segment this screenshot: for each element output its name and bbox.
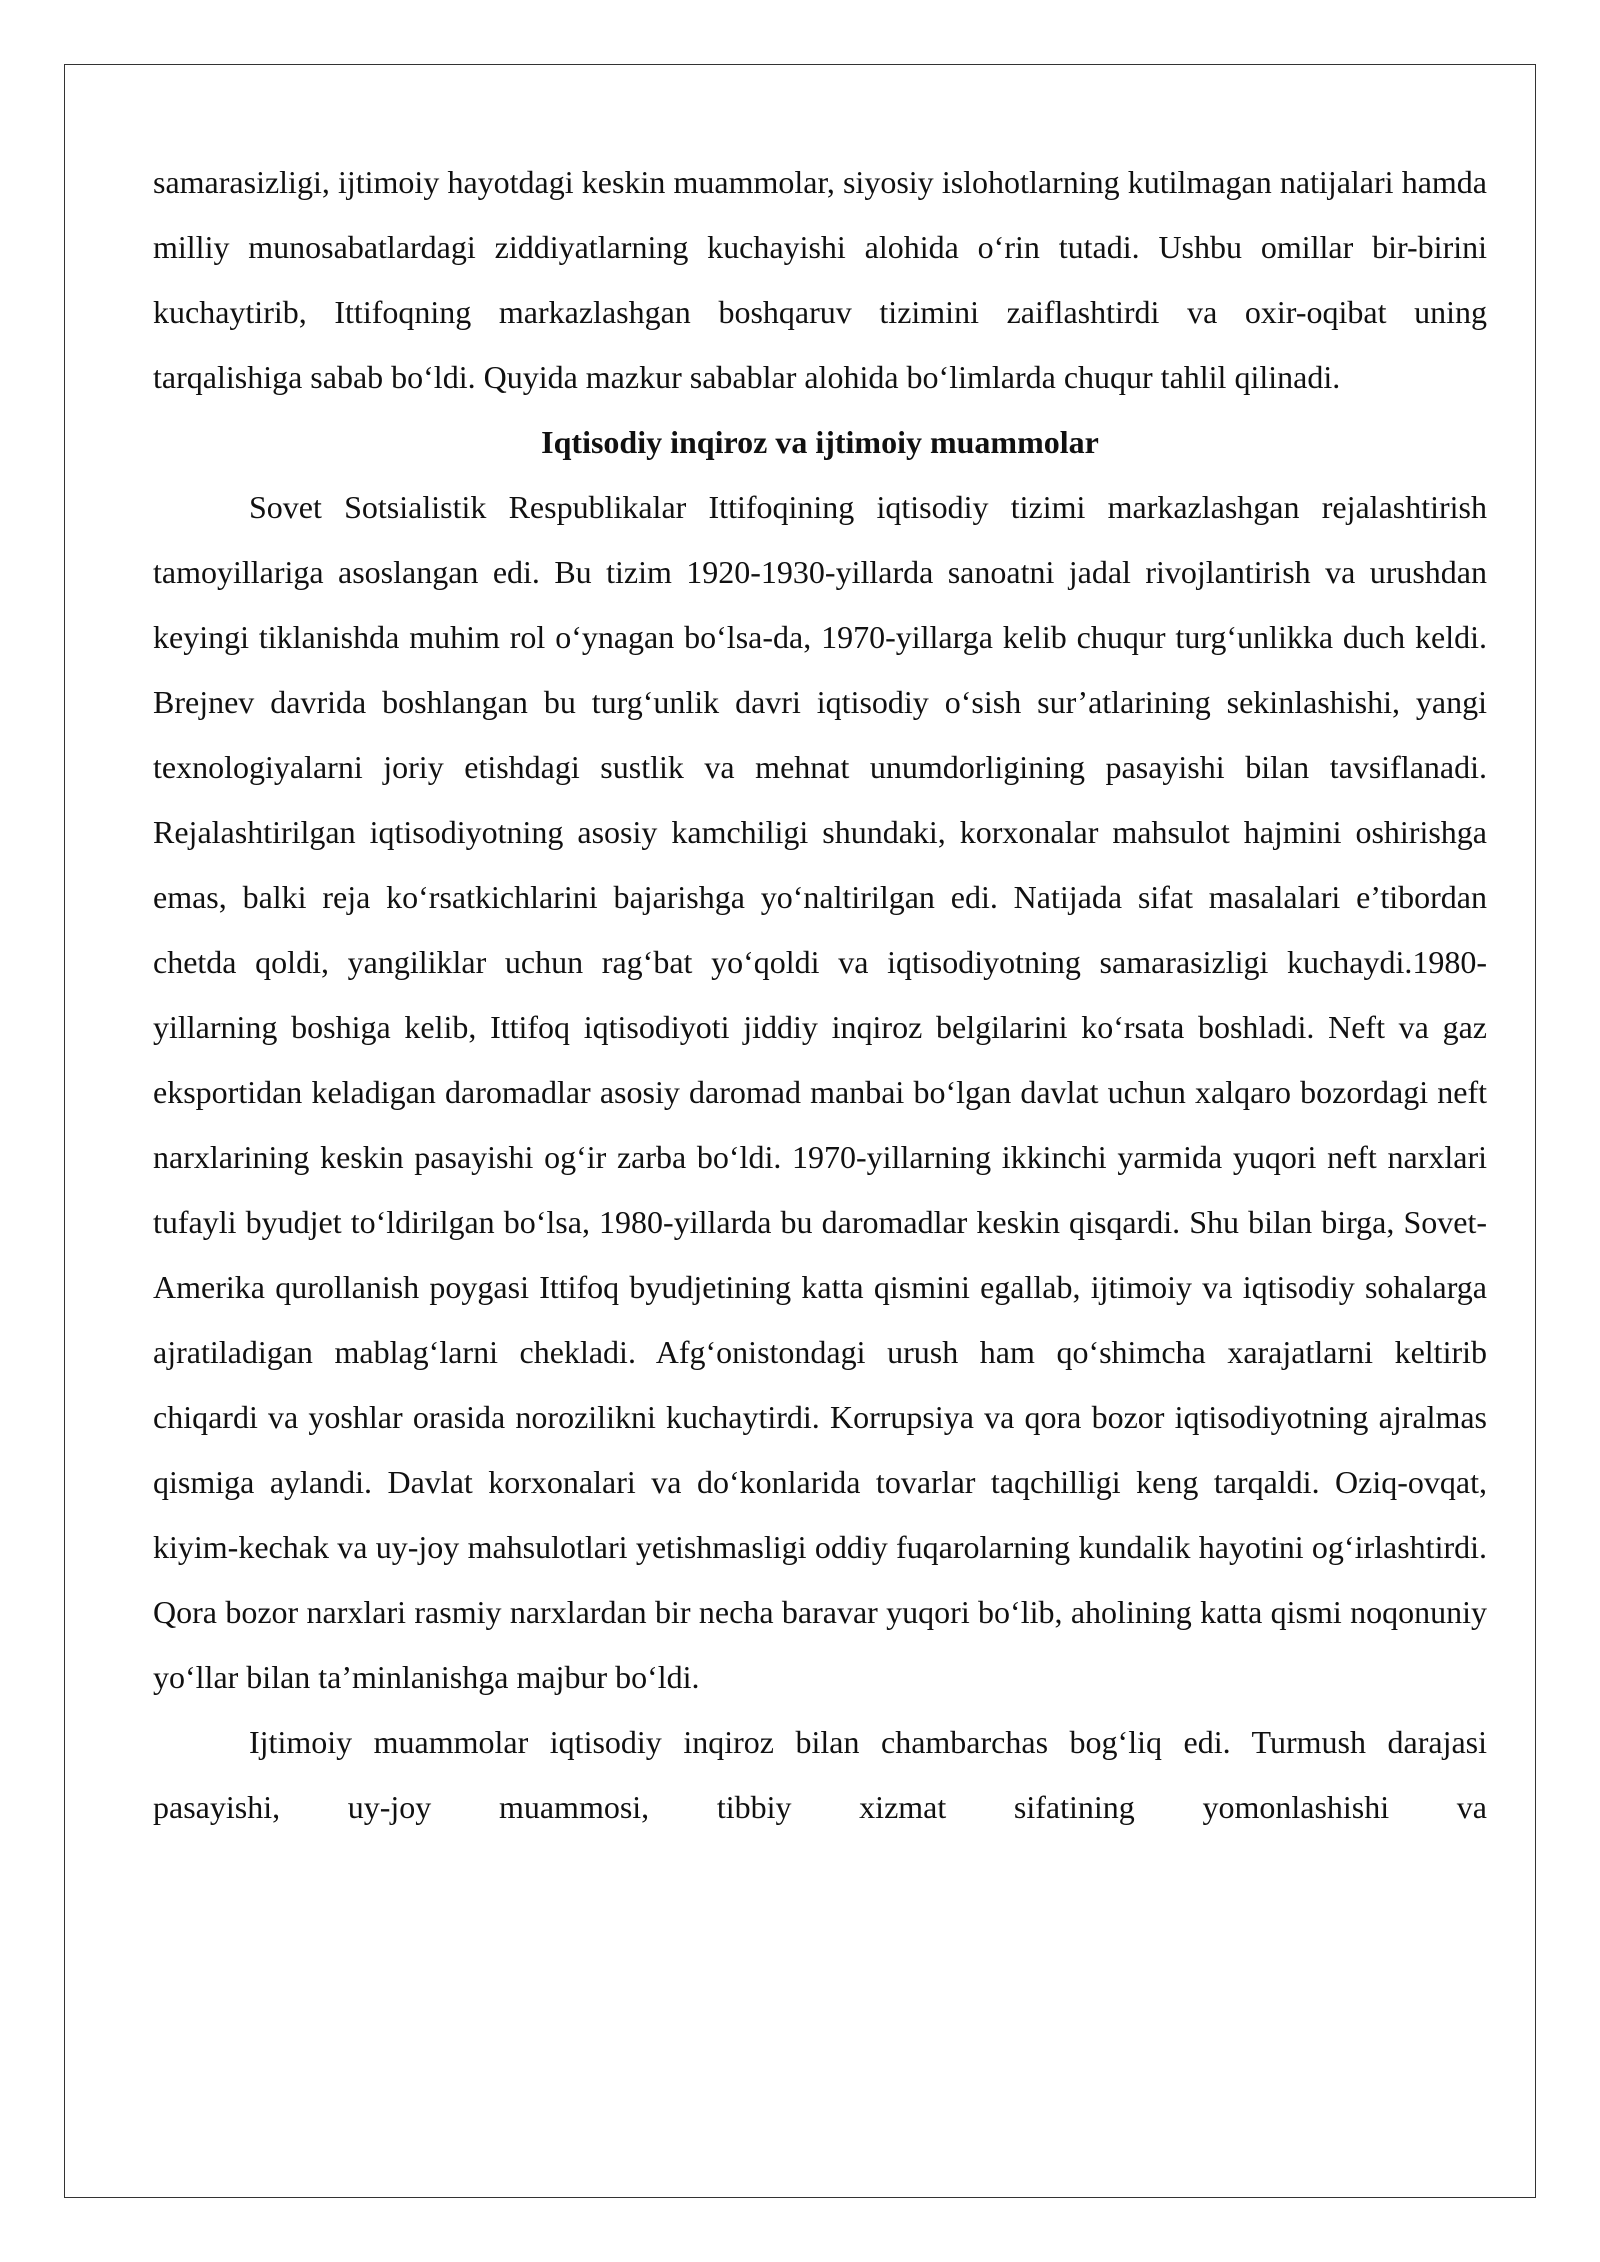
body-paragraph-social: Ijtimoiy muammolar iqtisodiy inqiroz bilan chambarchas bog‘liq edi. Turmush darajasi pasayishi, uy-joy muammosi, tibbiy xizmat sifatining yomonlashishi va	[153, 1724, 1487, 1825]
document-body	[153, 150, 1487, 1840]
section-heading: Iqtisodiy inqiroz va ijtimoiy muammolar	[541, 424, 1099, 460]
continuation-paragraph: samarasizligi, ijtimoiy hayotdagi keskin muammolar, siyosiy islohotlarning kutilmagan natijalari hamda milliy munosabatlardagi ziddiyatlarning kuchayishi alohida o‘rin tutadi. Ushbu omillar bir-birini kuchaytirib, Ittifoqning markazlashgan boshqaruv tizimini zaiflashtirdi va oxir-oqibat uning tarqalishiga sabab bo‘ldi. Quyida mazkur sabablar alohida bo‘limlarda chuqur tahlil qilinadi.	[153, 164, 1487, 395]
body-paragraph-economy: Sovet Sotsialistik Respublikalar Ittifoqining iqtisodiy tizimi markazlashgan rejalashtirish tamoyillariga asoslangan edi. Bu tizim 1920-1930-yillarda sanoatni jadal rivojlantirish va urushdan keyingi tiklanishda muhim rol o‘ynagan bo‘lsa-da, 1970-yillarga kelib chuqur turg‘unlikka duch keldi. Brejnev davrida boshlangan bu turg‘unlik davri iqtisodiy o‘sish sur’atlarining sekinlashishi, yangi texnologiyalarni joriy etishdagi sustlik va mehnat unumdorligining pasayishi bilan tavsiflanadi. Rejalashtirilgan iqtisodiyotning asosiy kamchiligi shundaki, korxonalar mahsulot hajmini oshirishga emas, balki reja ko‘rsatkichlarini bajarishga yo‘naltirilgan edi. Natijada sifat masalalari e’tibordan chetda qoldi, yangiliklar uchun rag‘bat yo‘qoldi va iqtisodiyotning samarasizligi kuchaydi.1980-yillarning boshiga kelib, Ittifoq iqtisodiyoti jiddiy inqiroz belgilarini ko‘rsata boshladi. Neft va gaz eksportidan keladigan daromadlar asosiy daromad manbai bo‘lgan davlat uchun xalqaro bozordagi neft narxlarining keskin pasayishi og‘ir zarba bo‘ldi. 1970-yillarning ikkinchi yarmida yuqori neft narxlari tufayli byudjet to‘ldirilgan bo‘lsa, 1980-yillarda bu daromadlar keskin qisqardi. Shu bilan birga, Sovet-Amerika qurollanish poygasi Ittifoq byudjetining katta qismini egallab, ijtimoiy va iqtisodiy sohalarga ajratiladigan mablag‘larni chekladi. Afg‘onistondagi urush ham qo‘shimcha xarajatlarni keltirib chiqardi va yoshlar orasida norozilikni kuchaytirdi. Korrupsiya va qora bozor iqtisodiyotning ajralmas qismiga aylandi. Davlat korxonalari va do‘konlarida tovarlar taqchilligi keng tarqaldi. Oziq-ovqat, kiyim-kechak va uy-joy mahsulotlari yetishmasligi oddiy fuqarolarning kundalik hayotini og‘irlashtirdi. Qora bozor narxlari rasmiy narxlardan bir necha baravar yuqori bo‘lib, aholining katta qismi noqonuniy yo‘llar bilan ta’minlanishga majbur bo‘ldi.	[153, 489, 1487, 1695]
